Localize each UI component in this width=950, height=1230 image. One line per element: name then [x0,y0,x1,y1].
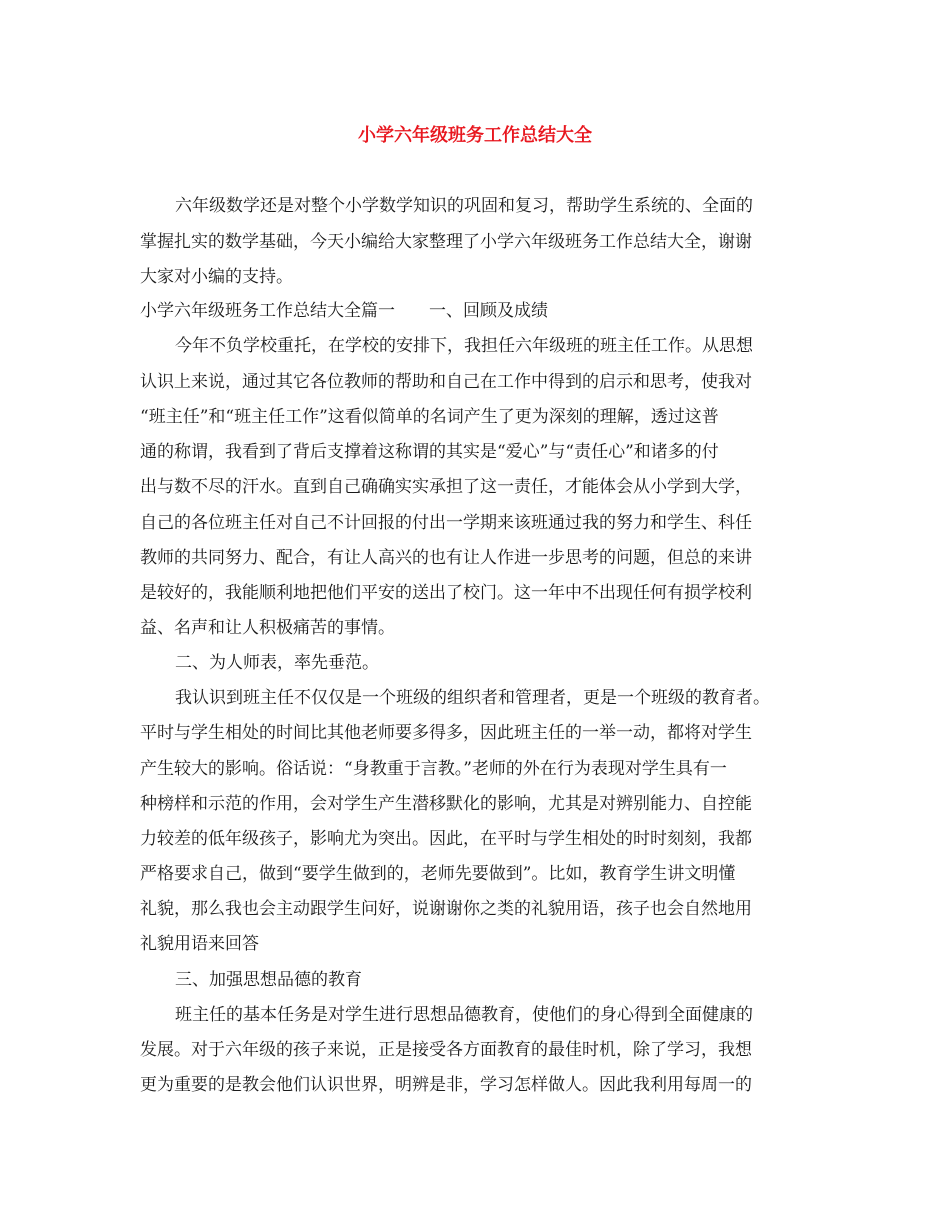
text-line: 产生较大的影响。俗话说：“身教重于言教。”老师的外在行为表现对学生具有一 [140,759,727,779]
text-line: 通的称谓，我看到了背后支撑着这称谓的其实是“爱心”与“责任心”和诸多的付 [140,442,719,462]
text-line: 礼貌，那么我也会主动跟学生问好，说谢谢你之类的礼貌用语，孩子也会自然地用 [140,899,752,919]
text-line: 种榜样和示范的作用，会对学生产生潜移默化的影响，尤其是对辨别能力、自控能 [140,794,752,814]
section-heading: 三、加强思想品德的教育 [175,970,362,990]
text-line: 是较好的，我能顺利地把他们平安的送出了校门。这一年中不出现任何有损学校利 [140,583,752,603]
section-heading: 二、为人师表，率先垂范。 [175,653,379,673]
document-title: 小学六年级班务工作总结大全 [358,125,592,146]
text-line: 六年级数学还是对整个小学数学知识的巩固和复习，帮助学生系统的、全面的 [175,196,753,216]
section-heading: 小学六年级班务工作总结大全篇一 一、回顾及成绩 [140,301,548,321]
text-line: 今年不负学校重托，在学校的安排下，我担任六年级班的班主任工作。从思想 [175,336,753,356]
text-line: 教师的共同努力、配合，有让人高兴的也有让人作进一步思考的问题，但总的来讲 [140,548,752,568]
text-line: 掌握扎实的数学基础，今天小编给大家整理了小学六年级班务工作总结大全，谢谢 [140,232,752,252]
text-line: 认识上来说，通过其它各位教师的帮助和自己在工作中得到的启示和思考，使我对 [140,372,752,392]
text-line: “班主任”和“班主任工作”这看似简单的名词产生了更为深刻的理解，透过这普 [140,407,719,427]
text-line: 益、名声和让人积极痛苦的事情。 [140,618,395,638]
text-line: 出与数不尽的汗水。直到自己确确实实承担了这一责任，才能体会从小学到大学， [140,477,752,497]
text-line: 平时与学生相处的时间比其他老师要多得多，因此班主任的一举一动，都将对学生 [140,723,752,743]
text-line: 严格要求自己，做到“要学生做到的，老师先要做到”。比如，教育学生讲文明懂 [140,864,736,884]
text-line: 我认识到班主任不仅仅是一个班级的组织者和管理者，更是一个班级的教育者。 [175,688,770,708]
text-line: 大家对小编的支持。 [140,267,293,287]
text-line: 班主任的基本任务是对学生进行思想品德教育，使他们的身心得到全面健康的 [175,1005,753,1025]
text-line: 力较差的低年级孩子，影响尤为突出。因此，在平时与学生相处的时时刻刻，我都 [140,829,752,849]
text-line: 发展。对于六年级的孩子来说，正是接受各方面教育的最佳时机，除了学习，我想 [140,1040,752,1060]
text-line: 礼貌用语来回答 [140,934,259,954]
text-line: 更为重要的是教会他们认识世界，明辨是非，学习怎样做人。因此我利用每周一的 [140,1075,752,1095]
text-line: 自己的各位班主任对自己不计回报的付出一学期来该班通过我的努力和学生、科任 [140,513,752,533]
